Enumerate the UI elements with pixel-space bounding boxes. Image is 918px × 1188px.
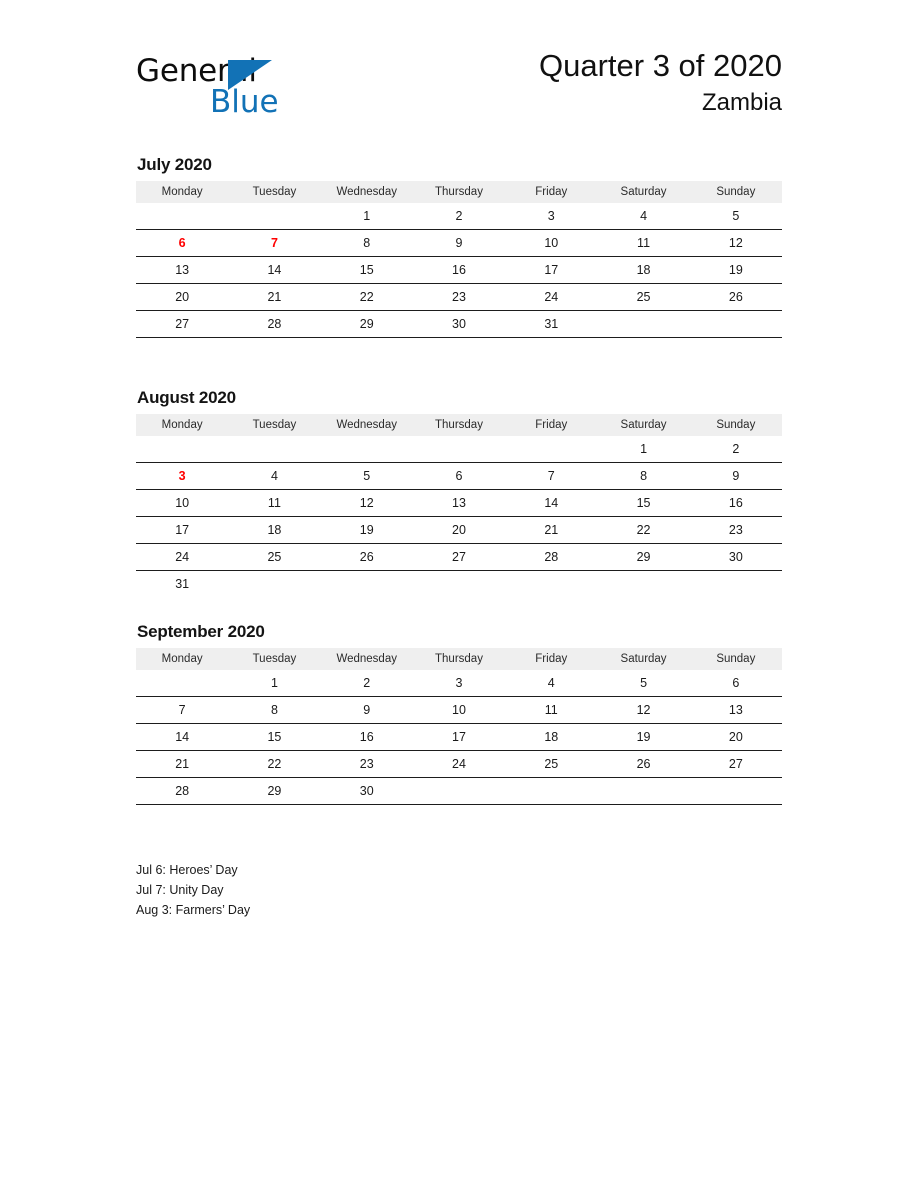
title-group [539, 46, 782, 119]
weekday-header-thursday: Thursday [413, 648, 505, 670]
page-header [136, 46, 782, 138]
day-cell-30[interactable]: 30 [413, 311, 505, 338]
day-cell-1[interactable]: 1 [228, 670, 320, 697]
day-cell-empty [690, 778, 782, 805]
day-cell-3[interactable]: 3 [505, 203, 597, 230]
day-cell-empty [505, 778, 597, 805]
day-cell-9[interactable]: 9 [690, 463, 782, 490]
day-cell-21[interactable]: 21 [505, 517, 597, 544]
weekday-header-thursday: Thursday [413, 181, 505, 203]
weekday-header-monday: Monday [136, 414, 228, 436]
day-cell-empty [413, 436, 505, 463]
day-cell-empty [136, 436, 228, 463]
day-cell-20[interactable]: 20 [136, 284, 228, 311]
month-calendar-table [136, 414, 782, 597]
weekday-header-saturday: Saturday [597, 648, 689, 670]
day-cell-13[interactable]: 13 [413, 490, 505, 517]
day-cell-29[interactable]: 29 [597, 544, 689, 571]
weekday-header-wednesday: Wednesday [321, 414, 413, 436]
week-row [136, 311, 782, 338]
holiday-legend [136, 860, 636, 920]
day-cell-2[interactable]: 2 [321, 670, 413, 697]
day-cell-29[interactable]: 29 [228, 778, 320, 805]
day-cell-19[interactable]: 19 [690, 257, 782, 284]
week-row [136, 436, 782, 463]
weekday-header-saturday: Saturday [597, 414, 689, 436]
month-calendar-table [136, 648, 782, 805]
week-row [136, 544, 782, 571]
day-cell-empty [136, 670, 228, 697]
day-cell-11[interactable]: 11 [597, 230, 689, 257]
weekday-header-monday: Monday [136, 181, 228, 203]
day-cell-18[interactable]: 18 [597, 257, 689, 284]
day-cell-15[interactable]: 15 [597, 490, 689, 517]
week-row [136, 751, 782, 778]
week-row [136, 284, 782, 311]
day-cell-empty [505, 571, 597, 598]
day-cell-21[interactable]: 21 [136, 751, 228, 778]
month-title: July 2020 [137, 155, 212, 174]
day-cell-28[interactable]: 28 [228, 311, 320, 338]
day-cell-16[interactable]: 16 [690, 490, 782, 517]
week-row [136, 697, 782, 724]
day-cell-empty [228, 203, 320, 230]
day-cell-26[interactable]: 26 [597, 751, 689, 778]
day-cell-17[interactable]: 17 [136, 517, 228, 544]
day-cell-2[interactable]: 2 [690, 436, 782, 463]
week-row [136, 517, 782, 544]
month-section-september [136, 622, 782, 805]
day-cell-empty [690, 311, 782, 338]
day-cell-empty [597, 778, 689, 805]
generalblue-logo[interactable] [136, 54, 436, 126]
day-cell-5[interactable]: 5 [321, 463, 413, 490]
day-cell-15[interactable]: 15 [228, 724, 320, 751]
day-cell-16[interactable]: 16 [413, 257, 505, 284]
day-cell-26[interactable]: 26 [321, 544, 413, 571]
day-cell-5[interactable]: 5 [597, 670, 689, 697]
day-cell-17[interactable]: 17 [505, 257, 597, 284]
week-row [136, 203, 782, 230]
day-cell-14[interactable]: 14 [136, 724, 228, 751]
day-cell-10[interactable]: 10 [505, 230, 597, 257]
day-cell-23[interactable]: 23 [321, 751, 413, 778]
day-cell-11[interactable]: 11 [505, 697, 597, 724]
month-section-july [136, 155, 782, 338]
day-cell-empty [228, 571, 320, 598]
weekday-header-friday: Friday [505, 181, 597, 203]
holiday-note: Aug 3: Farmers’ Day [136, 903, 251, 917]
day-cell-8[interactable]: 8 [228, 697, 320, 724]
day-cell-12[interactable]: 12 [690, 230, 782, 257]
holiday-note: Jul 7: Unity Day [136, 883, 224, 897]
day-cell-15[interactable]: 15 [321, 257, 413, 284]
day-cell-11[interactable]: 11 [228, 490, 320, 517]
day-cell-8[interactable]: 8 [597, 463, 689, 490]
day-cell-30[interactable]: 30 [690, 544, 782, 571]
day-cell-holiday-6[interactable]: 6 [136, 230, 228, 257]
day-cell-20[interactable]: 20 [690, 724, 782, 751]
day-cell-18[interactable]: 18 [505, 724, 597, 751]
day-cell-24[interactable]: 24 [136, 544, 228, 571]
week-row [136, 463, 782, 490]
day-cell-holiday-7[interactable]: 7 [228, 230, 320, 257]
week-row [136, 670, 782, 697]
day-cell-28[interactable]: 28 [505, 544, 597, 571]
weekday-header-tuesday: Tuesday [228, 414, 320, 436]
day-cell-6[interactable]: 6 [690, 670, 782, 697]
day-cell-1[interactable]: 1 [321, 203, 413, 230]
day-cell-14[interactable]: 14 [228, 257, 320, 284]
day-cell-23[interactable]: 23 [690, 517, 782, 544]
day-cell-1[interactable]: 1 [597, 436, 689, 463]
day-cell-empty [505, 436, 597, 463]
day-cell-13[interactable]: 13 [136, 257, 228, 284]
weekday-header-row [136, 648, 782, 670]
week-rows [136, 203, 782, 338]
month-calendar-table [136, 181, 782, 338]
day-cell-17[interactable]: 17 [413, 724, 505, 751]
month-section-august [136, 388, 782, 597]
day-cell-20[interactable]: 20 [413, 517, 505, 544]
country-subtitle: Zambia [701, 89, 782, 116]
day-cell-empty [690, 571, 782, 598]
weekday-header-friday: Friday [505, 414, 597, 436]
weekday-header-wednesday: Wednesday [321, 648, 413, 670]
holiday-note: Jul 6: Heroes’ Day [136, 863, 238, 877]
day-cell-27[interactable]: 27 [690, 751, 782, 778]
day-cell-empty [321, 571, 413, 598]
day-cell-25[interactable]: 25 [505, 751, 597, 778]
page-title: Quarter 3 of 2020 [539, 48, 782, 83]
week-row [136, 778, 782, 805]
day-cell-27[interactable]: 27 [413, 544, 505, 571]
weekday-header-sunday: Sunday [690, 181, 782, 203]
day-cell-24[interactable]: 24 [505, 284, 597, 311]
week-row [136, 571, 782, 598]
week-rows [136, 670, 782, 805]
day-cell-10[interactable]: 10 [413, 697, 505, 724]
day-cell-13[interactable]: 13 [690, 697, 782, 724]
logo-text-blue: Blue [210, 84, 279, 120]
weekday-header-row [136, 414, 782, 436]
day-cell-19[interactable]: 19 [321, 517, 413, 544]
day-cell-3[interactable]: 3 [413, 670, 505, 697]
day-cell-7[interactable]: 7 [505, 463, 597, 490]
day-cell-24[interactable]: 24 [413, 751, 505, 778]
weekday-header-friday: Friday [505, 648, 597, 670]
day-cell-empty [321, 436, 413, 463]
week-rows [136, 436, 782, 597]
day-cell-16[interactable]: 16 [321, 724, 413, 751]
day-cell-4[interactable]: 4 [228, 463, 320, 490]
day-cell-6[interactable]: 6 [413, 463, 505, 490]
weekday-header-sunday: Sunday [690, 648, 782, 670]
day-cell-9[interactable]: 9 [413, 230, 505, 257]
logo-text-general: General [136, 53, 257, 89]
weekday-header-tuesday: Tuesday [228, 648, 320, 670]
day-cell-empty [597, 571, 689, 598]
day-cell-holiday-3[interactable]: 3 [136, 463, 228, 490]
day-cell-22[interactable]: 22 [597, 517, 689, 544]
week-row [136, 724, 782, 751]
day-cell-10[interactable]: 10 [136, 490, 228, 517]
day-cell-empty [413, 571, 505, 598]
weekday-header-sunday: Sunday [690, 414, 782, 436]
month-title: September 2020 [137, 622, 265, 641]
day-cell-12[interactable]: 12 [597, 697, 689, 724]
day-cell-31[interactable]: 31 [175, 577, 190, 591]
day-cell-2[interactable]: 2 [413, 203, 505, 230]
day-cell-14[interactable]: 14 [505, 490, 597, 517]
day-cell-12[interactable]: 12 [321, 490, 413, 517]
weekday-header-monday: Monday [136, 648, 228, 670]
month-title: August 2020 [137, 388, 236, 407]
day-cell-27[interactable]: 27 [136, 311, 228, 338]
day-cell-7[interactable]: 7 [136, 697, 228, 724]
day-cell-21[interactable]: 21 [228, 284, 320, 311]
day-cell-25[interactable]: 25 [228, 544, 320, 571]
day-cell-30[interactable]: 30 [321, 778, 413, 805]
day-cell-22[interactable]: 22 [321, 284, 413, 311]
day-cell-26[interactable]: 26 [690, 284, 782, 311]
day-cell-empty [136, 203, 228, 230]
day-cell-5[interactable]: 5 [690, 203, 782, 230]
weekday-header-wednesday: Wednesday [321, 181, 413, 203]
day-cell-28[interactable]: 28 [136, 778, 228, 805]
weekday-header-row [136, 181, 782, 203]
day-cell-9[interactable]: 9 [321, 697, 413, 724]
day-cell-8[interactable]: 8 [321, 230, 413, 257]
day-cell-31[interactable]: 31 [505, 311, 597, 338]
week-row [136, 490, 782, 517]
weekday-header-saturday: Saturday [597, 181, 689, 203]
day-cell-4[interactable]: 4 [597, 203, 689, 230]
week-row [136, 230, 782, 257]
day-cell-23[interactable]: 23 [413, 284, 505, 311]
day-cell-empty [413, 778, 505, 805]
day-cell-empty [228, 436, 320, 463]
week-row [136, 257, 782, 284]
day-cell-19[interactable]: 19 [597, 724, 689, 751]
day-cell-29[interactable]: 29 [321, 311, 413, 338]
weekday-header-thursday: Thursday [413, 414, 505, 436]
day-cell-empty [597, 311, 689, 338]
day-cell-18[interactable]: 18 [228, 517, 320, 544]
day-cell-25[interactable]: 25 [597, 284, 689, 311]
weekday-header-tuesday: Tuesday [228, 181, 320, 203]
day-cell-22[interactable]: 22 [228, 751, 320, 778]
day-cell-4[interactable]: 4 [505, 670, 597, 697]
